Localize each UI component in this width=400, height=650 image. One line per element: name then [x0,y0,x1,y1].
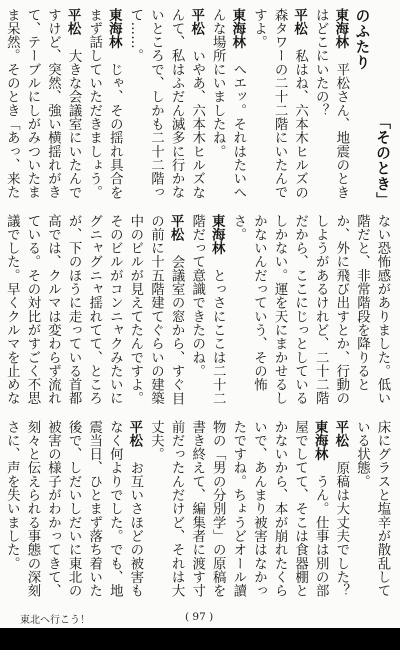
dialogue-line [330,420,351,610]
speaker-name: 平松 [332,420,349,448]
text-tier-middle [4,214,392,414]
section-heading [351,8,392,208]
text-tier-top [4,8,392,208]
dialogue-text: いやあ、六本木ヒルズなんて、私はふだん滅多に行かないところで、しかも二十二階って……。 [127,8,205,200]
section-heading-text: 「そのとき」のふたり [353,8,391,208]
dialogue-line [0,214,186,414]
dialogue-line [83,8,124,208]
dialogue-text: ない恐怖感がありました。低い階だと、非常階段を降りるとか、外に飛び出すとか、行動のしようがあるけれど、二十二階だから、ここにじっとしているしかない。運を天にまかせるしかないんだっていう、その怖さ。 [230,214,390,406]
speaker-name: 平松 [291,8,308,36]
dialogue-line [0,420,1,610]
speaker-name: 東海林 [209,214,226,255]
dialogue-line [186,214,227,414]
dialogue-text: お互いさほどの被害もなく何よりでした。でも、地震当日、ひとまず落ち着いた後で、しだいしだいに東北の被害の様子がわかってきて、刻々と伝えられる事態の深刻さに、声を失いました。 [4,420,143,598]
text-tier-bottom [4,420,392,610]
dialogue-text: 床にグラスと塩辛が散乱している状態。 [354,420,390,598]
dialogue-line [145,420,330,610]
dialogue-text: とっさにここは二十二階だって意識できたのね。 [189,214,226,406]
speaker-name: 東海林 [106,8,123,49]
speaker-name: 平松 [126,420,143,448]
page-number: ( 97 ) [185,611,214,623]
speaker-name: 平松 [65,8,82,36]
dialogue-line [207,8,248,208]
dialogue-text: 私はね、六本木ヒルズの森タワーの二十二階にいたんですよ。 [251,8,308,200]
speaker-name: 東海林 [312,420,329,461]
dialogue-text: うん。仕事は別の部屋でしてて、そこは食器棚とかないから、本が崩れたくらいで、あんまり被害はなかったですね。ちょうどオール讀物の「男の分別学」の原稿を書き終えて、編集者に渡す寸前だったんだけど、それは大丈夫。 [148,420,329,598]
dialogue-line [227,214,392,414]
dialogue-line [351,420,392,610]
speaker-name: 東海林 [229,8,246,49]
dialogue-text: じゃ、その揺れ具合をまず話していただきましょう。 [86,8,123,200]
dialogue-text: 大きな会議室にいたんですけど、突然、強い横揺れがきて、テーブルにしがみついたまま呆然。そのとき「あっ、来た [4,8,82,200]
speaker-name: 平松 [188,8,205,36]
dialogue-text: へエッ。それはたいへんな場所にいましたね。 [210,8,246,200]
running-title: 東北へ行こう！ [20,615,90,626]
dialogue-line [0,8,83,208]
dialogue-line [310,8,351,208]
dialogue-line [248,8,310,208]
dialogue-text: 会議室の窓から、すぐ目の前に十五階建てぐらいの建築中のビルが見えてたんですよ。そのビルがコンニャクみたいにグニャグニャ揺れてて、ところが、下のほうに走っている首都高では、クルマは変わらず流れている。その対比がすごく不思議でした。早くクルマを止めな [4,214,185,406]
dialogue-text: 平松さん、地震のときはどこにいたの？ [313,8,349,200]
dialogue-line [1,420,145,610]
speaker-name: 平松 [168,214,185,242]
dialogue-text: 原稿は大丈夫でした？ [333,460,349,598]
speaker-name: 東海林 [332,8,349,49]
dialogue-line [124,8,206,208]
